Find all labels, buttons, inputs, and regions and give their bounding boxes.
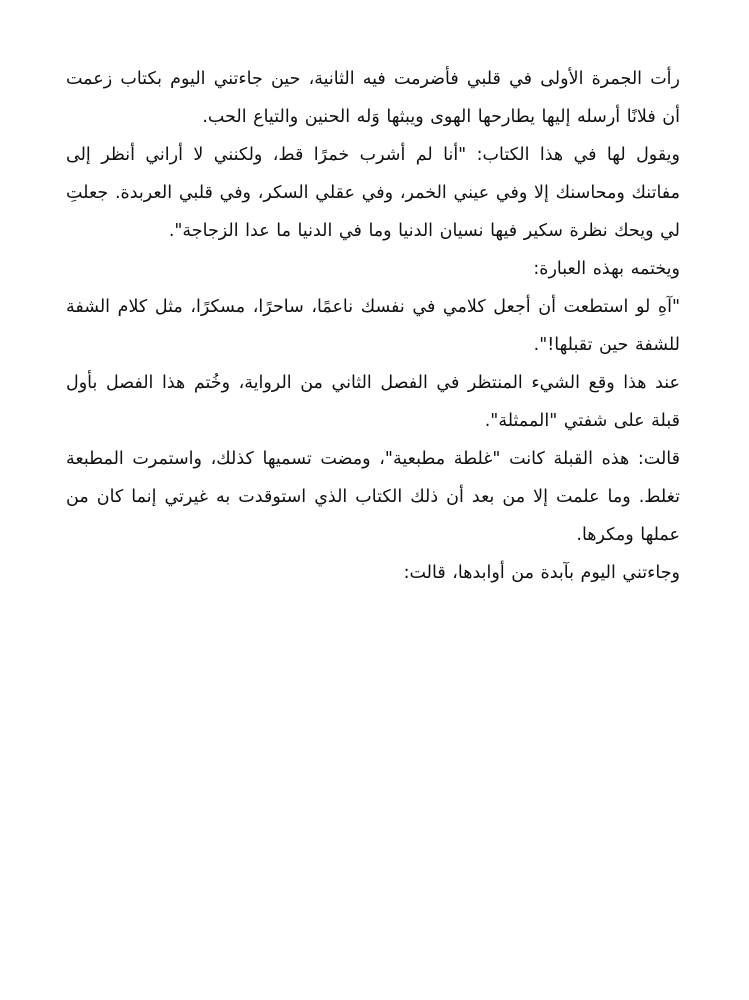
paragraph-5: عند هذا وقع الشيء المنتظر في الفصل الثاني من الرواية، وخُتم هذا الفصل بأول قبلة على شفتي "الممثلة". [66,373,680,431]
paragraph-7: وجاءتني اليوم بآبدة من أوابدها، قالت: [403,563,680,583]
paragraph-2: ويقول لها في هذا الكتاب: "أنا لم أشرب خمرًا قط، ولكنني لا أراني أنظر إلى مفاتنك ومحاسنك إلا وفي عيني الخمر، وفي عقلي السكر، وفي قلبي العربدة. جعلتِ لي ويحك نظرة سكير فيها نسيان الدنيا وما في الدنيا ما عدا الزجاجة". [66,145,680,241]
paragraph-1: رأت الجمرة الأولى في قلبي فأضرمت فيه الثانية، حين جاءتني اليوم بكتاب زعمت أن فلانًا أرسله إليها يطارحها الهوى ويبثها وَله الحنين والتياع الحب. [66,69,680,127]
paragraph-3: ويختمه بهذه العبارة: [533,259,680,279]
paragraph-4: "آهِ لو استطعت أن أجعل كلامي في نفسك ناعمًا، ساحرًا، مسكرًا، مثل كلام الشفة للشفة حين تقبلها!". [66,297,680,355]
paragraph-6: قالت: هذه القبلة كانت "غلطة مطبعية"، ومضت تسميها كذلك، واستمرت المطبعة تغلط. وما علمت إلا من بعد أن ذلك الكتاب الذي استوقدت به غيرتي إنما كان من عملها ومكرها. [66,449,680,545]
document-page [66,60,680,592]
